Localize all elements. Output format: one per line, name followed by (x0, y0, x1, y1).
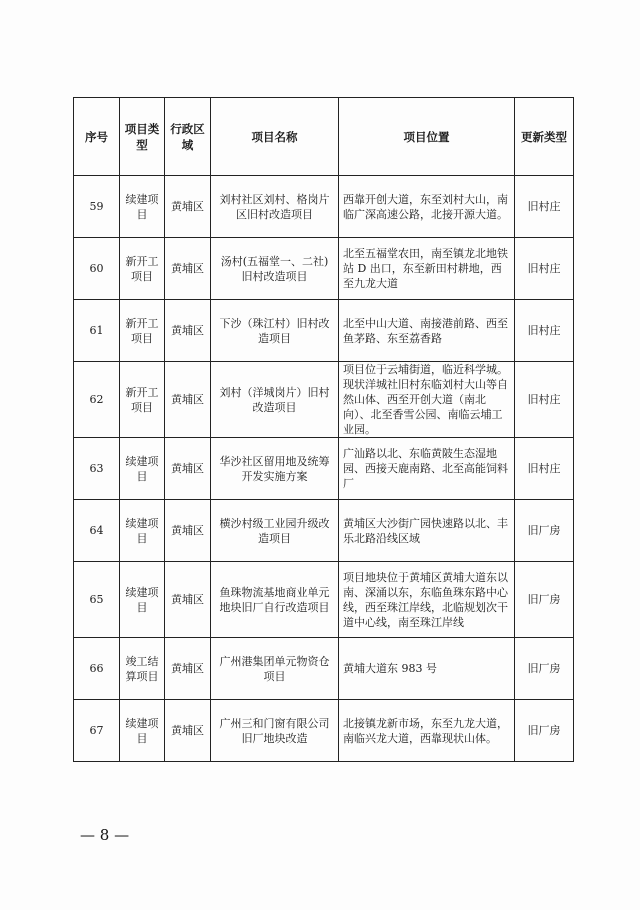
row-type: 续建项目 (120, 438, 165, 500)
row-update: 旧村庄 (515, 300, 574, 362)
row-num: 67 (74, 700, 120, 762)
row-update: 旧厂房 (515, 638, 574, 700)
row-district: 黄埔区 (165, 438, 211, 500)
row-type: 新开工项目 (120, 238, 165, 300)
row-district: 黄埔区 (165, 238, 211, 300)
table-row (74, 176, 574, 238)
table-row (74, 700, 574, 762)
row-num: 63 (74, 438, 120, 500)
table-row (74, 638, 574, 700)
row-num: 61 (74, 300, 120, 362)
row-type: 新开工项目 (120, 362, 165, 438)
header-location: 项目位置 (339, 98, 515, 176)
row-district: 黄埔区 (165, 300, 211, 362)
table-row (74, 300, 574, 362)
table-row (74, 238, 574, 300)
row-location: 项目地块位于黄埔区黄埔大道东以南、深涌以东，东临鱼珠东路中心线，西至珠江岸线，北临规划次干道中心线，南至珠江岸线 (339, 562, 515, 638)
row-type: 续建项目 (120, 562, 165, 638)
row-location: 西靠开创大道，东至刘村大山，南临广深高速公路，北接开源大道。 (339, 176, 515, 238)
header-name: 项目名称 (211, 98, 339, 176)
row-district: 黄埔区 (165, 176, 211, 238)
table-row (74, 562, 574, 638)
header-district: 行政区域 (165, 98, 211, 176)
header-num: 序号 (74, 98, 120, 176)
row-type: 新开工项目 (120, 300, 165, 362)
row-district: 黄埔区 (165, 638, 211, 700)
row-update: 旧村庄 (515, 362, 574, 438)
row-name: 横沙村级工业园升级改造项目 (211, 500, 339, 562)
row-district: 黄埔区 (165, 700, 211, 762)
row-location: 黄埔大道东 983 号 (339, 638, 515, 700)
row-name: 华沙社区留用地及统筹开发实施方案 (211, 438, 339, 500)
row-name: 下沙（珠江村）旧村改造项目 (211, 300, 339, 362)
row-name: 广州港集团单元物资仓项目 (211, 638, 339, 700)
row-type: 续建项目 (120, 700, 165, 762)
row-num: 64 (74, 500, 120, 562)
row-update: 旧厂房 (515, 500, 574, 562)
row-type: 续建项目 (120, 500, 165, 562)
row-update: 旧村庄 (515, 438, 574, 500)
row-location: 北接镇龙新市场，东至九龙大道，南临兴龙大道，西靠现状山体。 (339, 700, 515, 762)
row-update: 旧村庄 (515, 238, 574, 300)
row-type: 竣工结算项目 (120, 638, 165, 700)
table-header-row (74, 98, 574, 176)
page-number: — 8 — (80, 826, 130, 844)
row-location: 北至五福堂农田，南至镇龙北地铁站 D 出口，东至新田村耕地，西至九龙大道 (339, 238, 515, 300)
table-row (74, 438, 574, 500)
row-num: 59 (74, 176, 120, 238)
row-num: 66 (74, 638, 120, 700)
row-update: 旧厂房 (515, 700, 574, 762)
table-row (74, 500, 574, 562)
row-name: 刘村（洋城岗片）旧村改造项目 (211, 362, 339, 438)
row-name: 鱼珠物流基地商业单元地块旧厂自行改造项目 (211, 562, 339, 638)
row-location: 北至中山大道、南接港前路、西至鱼茅路、东至荔香路 (339, 300, 515, 362)
row-location: 广汕路以北、东临黄陂生态湿地园、西接天鹿南路、北至高能饲料厂 (339, 438, 515, 500)
row-district: 黄埔区 (165, 362, 211, 438)
row-district: 黄埔区 (165, 500, 211, 562)
row-num: 62 (74, 362, 120, 438)
header-type: 项目类型 (120, 98, 165, 176)
row-location: 黄埔区大沙街广园快速路以北、丰乐北路沿线区域 (339, 500, 515, 562)
row-name: 汤村(五福堂一、二社)旧村改造项目 (211, 238, 339, 300)
header-update: 更新类型 (515, 98, 574, 176)
row-type: 续建项目 (120, 176, 165, 238)
row-update: 旧村庄 (515, 176, 574, 238)
row-district: 黄埔区 (165, 562, 211, 638)
row-name: 刘村社区刘村、格岗片区旧村改造项目 (211, 176, 339, 238)
table-row (74, 362, 574, 438)
row-location: 项目位于云埔街道，临近科学城。现状洋城社旧村东临刘村大山等自然山体、西至开创大道（南北向）、北至香雪公园、南临云埔工业园。 (339, 362, 515, 438)
row-num: 60 (74, 238, 120, 300)
row-name: 广州三和门窗有限公司旧厂地块改造 (211, 700, 339, 762)
project-table (73, 97, 574, 762)
row-num: 65 (74, 562, 120, 638)
row-update: 旧厂房 (515, 562, 574, 638)
